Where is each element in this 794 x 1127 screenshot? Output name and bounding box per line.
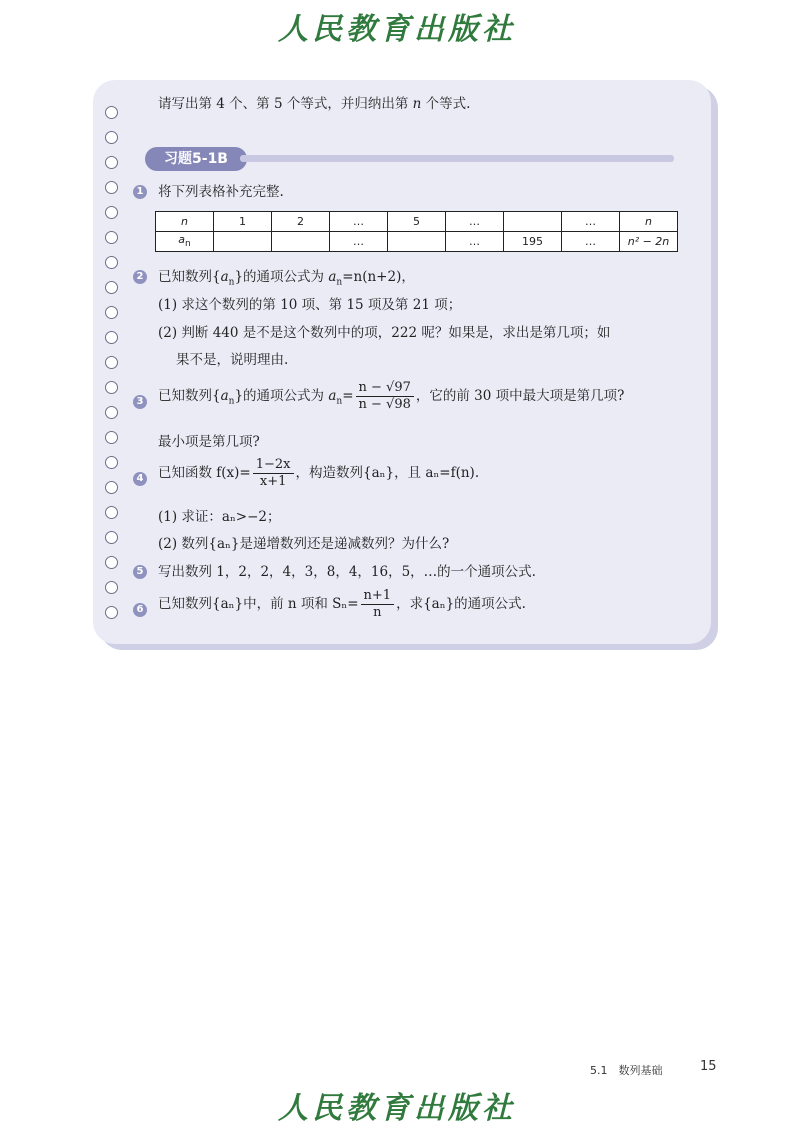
table-row bbox=[156, 232, 678, 252]
table-cell: $a_n$ bbox=[156, 232, 214, 252]
sequence-table bbox=[155, 211, 678, 252]
page-number: 15 bbox=[700, 1059, 717, 1074]
table-cell: n² − 2n bbox=[620, 232, 678, 252]
question-3-text: 已知数列$\{a_n\}$的通项公式为 $a_n=$ $\frac{n - √97}{n - √98}$ ，它的前 30 项中最大项是第几项? bbox=[158, 380, 625, 412]
table-cell: … bbox=[446, 212, 504, 232]
question-2-text: 已知数列$\{a_n\}$的通项公式为 $a_n=n(n+2)$， bbox=[158, 269, 415, 288]
table-cell: 2 bbox=[272, 212, 330, 232]
table-cell: … bbox=[330, 232, 388, 252]
question-number-5: 5 bbox=[133, 565, 147, 579]
table-cell: … bbox=[330, 212, 388, 232]
fraction-q6: $\frac{n+1}{n}$ bbox=[361, 588, 395, 621]
question-number-2: 2 bbox=[133, 270, 147, 284]
table-cell: … bbox=[562, 232, 620, 252]
ring-icon bbox=[105, 506, 118, 519]
ring-icon bbox=[105, 281, 118, 294]
ring-icon bbox=[105, 231, 118, 244]
table-row bbox=[156, 212, 678, 232]
question-number-3: 3 bbox=[133, 395, 147, 409]
ring-icon bbox=[105, 306, 118, 319]
question-number-1: 1 bbox=[133, 185, 147, 199]
ring-icon bbox=[105, 556, 118, 569]
fraction-q4: $\frac{1-2x}{x+1}$ bbox=[253, 457, 294, 490]
ring-icon bbox=[105, 456, 118, 469]
ring-icon bbox=[105, 481, 118, 494]
table-cell: n bbox=[620, 212, 678, 232]
question-2-part-2: (2) 判断 440 是不是这个数列中的项，222 呢？如果是，求出是第几项；如 bbox=[158, 325, 611, 341]
question-2-part-2-cont: 果不是，说明理由. bbox=[176, 352, 289, 368]
ring-icon bbox=[105, 256, 118, 269]
ring-icon bbox=[105, 531, 118, 544]
ring-icon bbox=[105, 131, 118, 144]
exercise-title-rule bbox=[240, 155, 674, 162]
ring-icon bbox=[105, 356, 118, 369]
ring-icon bbox=[105, 406, 118, 419]
ring-icon bbox=[105, 606, 118, 619]
ring-icon bbox=[105, 331, 118, 344]
intro-line: 请写出第 4 个、第 5 个等式，并归纳出第 n 个等式. bbox=[158, 96, 471, 112]
table-cell: 1 bbox=[214, 212, 272, 232]
publisher-logo-bottom: 人民教育出版社 bbox=[278, 1091, 516, 1126]
ring-icon bbox=[105, 431, 118, 444]
question-4-text: 已知函数 f(x)= $\frac{1-2x}{x+1}$ ，构造数列{aₙ}，且 aₙ=f(n). bbox=[158, 457, 480, 489]
ring-icon bbox=[105, 581, 118, 594]
table-cell: … bbox=[446, 232, 504, 252]
question-3-line-2: 最小项是第几项? bbox=[158, 434, 260, 450]
question-6-text: 已知数列{aₙ}中，前 n 项和 Sₙ= $\frac{n+1}{n}$ ，求{aₙ}的通项公式. bbox=[158, 588, 526, 620]
fraction-q3: $\frac{n - √97}{n - √98}$ bbox=[356, 380, 414, 413]
publisher-logo-top: 人民教育出版社 bbox=[278, 12, 516, 47]
question-4-part-2: (2) 数列{aₙ}是递增数列还是递减数列？为什么? bbox=[158, 536, 450, 552]
ring-icon bbox=[105, 106, 118, 119]
question-number-6: 6 bbox=[133, 603, 147, 617]
ring-icon bbox=[105, 206, 118, 219]
question-4-part-1: (1) 求证：aₙ>−2； bbox=[158, 509, 281, 525]
table-cell bbox=[272, 232, 330, 252]
table-cell bbox=[504, 212, 562, 232]
table-cell: … bbox=[562, 212, 620, 232]
table-cell: 5 bbox=[388, 212, 446, 232]
table-cell: n bbox=[156, 212, 214, 232]
question-5-text: 写出数列 1，2，2，4，3，8，4，16，5，…的一个通项公式. bbox=[158, 564, 536, 580]
table-cell bbox=[214, 232, 272, 252]
question-2-part-1: (1) 求这个数列的第 10 项、第 15 项及第 21 项； bbox=[158, 297, 462, 313]
exercise-title: 习题5-1B bbox=[145, 147, 247, 171]
question-1-text: 将下列表格补充完整. bbox=[158, 184, 284, 200]
table-cell bbox=[388, 232, 446, 252]
ring-icon bbox=[105, 156, 118, 169]
ring-icon bbox=[105, 181, 118, 194]
table-cell: 195 bbox=[504, 232, 562, 252]
ring-icon bbox=[105, 381, 118, 394]
question-number-4: 4 bbox=[133, 472, 147, 486]
footer-section-title: 5.1 数列基础 bbox=[590, 1064, 663, 1077]
